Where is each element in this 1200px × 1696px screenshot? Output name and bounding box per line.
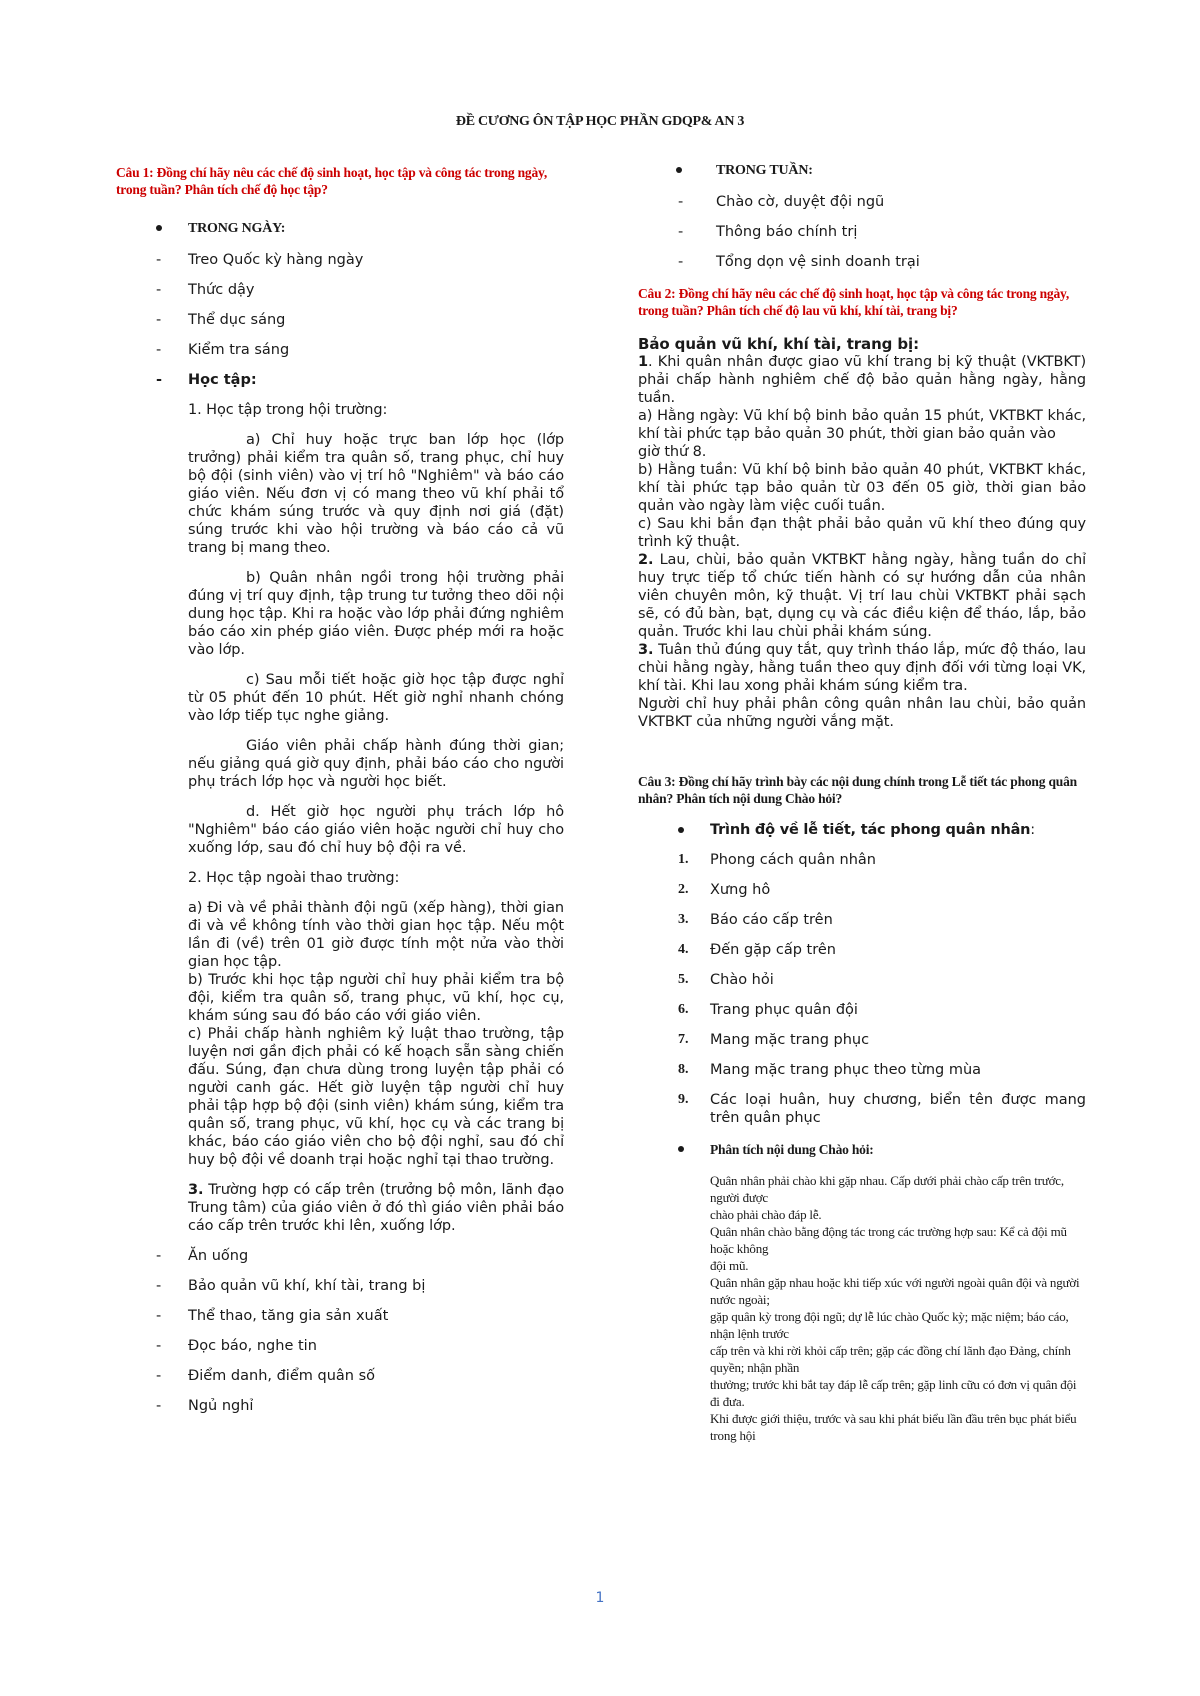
etiquette-item: 7. Mang mặc trang phục	[678, 1032, 870, 1048]
right-column	[638, 162, 1086, 1444]
greeting-line: chào phải chào đáp lễ.	[710, 1207, 822, 1222]
dash-icon: -	[156, 1398, 162, 1414]
weekly-item: - Tổng dọn vệ sinh doanh trại	[678, 254, 920, 270]
etiquette-item: 1. Phong cách quân nhân	[678, 852, 876, 868]
etiquette-item: 9. Các loại huân, huy chương, biển tên được mang trên quân phục	[678, 1092, 1086, 1126]
study-para-a: a) Chỉ huy hoặc trực ban lớp học (lớp trưởng) phải kiểm tra quân số, trang phục, chỉ huy bộ đội (sinh viên) vào vị trí hô "Nghiêm" và báo cáo giáo viên. Nếu đơn vị có mang theo vũ khí phải tổ chức khám súng trước và quy định nơi giá (đặt) súng trước khi vào hội trường và báo cáo cả vũ trang bị mang theo.	[188, 432, 564, 556]
greeting-line: Khi được giới thiệu, trước và sau khi phát biểu lần đầu trên bục phát biểu trong hội	[710, 1411, 1077, 1443]
bullet-icon	[678, 1146, 684, 1152]
etiquette-item: 3. Báo cáo cấp trên	[678, 912, 833, 928]
dash-icon: -	[156, 282, 162, 298]
greeting-body	[638, 1172, 1086, 1444]
dash-icon: -	[156, 372, 163, 388]
dash-icon: -	[156, 1338, 162, 1354]
preserve-para-1a-cont: giờ thứ 8.	[638, 444, 707, 460]
other-item: - Đọc báo, nghe tin	[156, 1338, 317, 1354]
preserve-para-1b: b) Hằng tuần: Vũ khí bộ binh bảo quản 40 phút, VKTBKT khác, khí tài phức tạp bảo quản từ 03 đến 05 giờ, thời gian bảo quản vào ngày làm việc cuối tuần.	[638, 462, 1086, 514]
preserve-para-2: 2. Lau, chùi, bảo quản VKTBKT hằng ngày, hằng tuần do chỉ huy trực tiếp tổ chức tiến hành có sự hướng dẫn của nhân viên chuyên môn, kỹ thuật. Vị trí lau chùi VKTBKT phải sạch sẽ, có đủ bàn, bạt, dụng cụ và các điều kiện để tháo, lắp, bảo quản. Trước khi lau chùi phải khám súng.	[638, 552, 1086, 640]
question-3: Câu 3: Đồng chí hãy trình bày các nội dung chính trong Lễ tiết tác phong quân nhân? Phân tích nội dung Chào hỏi?	[638, 774, 1077, 806]
greeting-line: Quân nhân chào bằng động tác trong các trường hợp sau: Kể cả đội mũ hoặc không	[710, 1224, 1067, 1256]
etiquette-item: 6. Trang phục quân đội	[678, 1002, 858, 1018]
out-para-c: c) Phải chấp hành nghiêm kỷ luật thao trường, tập luyện nơi gần địch phải có kế hoạch sẵn sàng chiến đấu. Súng, đạn chưa dùng trong luyện tập phải có người canh gác. Hết giờ luyện tập người chỉ huy phải tập hợp bộ đội (sinh viên) khám súng, kiểm tra quân số, trang phục, vũ khí, học cụ và các trang bị khác, báo cáo giáo viên cho bộ đội nghỉ, sau đó chỉ huy bộ đội về doanh trại hoặc nghỉ tại thao trường.	[188, 1026, 564, 1168]
study-item-3: 3. Trường hợp có cấp trên (trưởng bộ môn, lãnh đạo Trung tâm) của giáo viên ở đó thì giáo viên phải báo cáo cấp trên trước khi lên, xuống lớp.	[188, 1182, 564, 1234]
daily-item: - Treo Quốc kỳ hàng ngày	[156, 252, 364, 268]
left-column	[116, 164, 564, 1415]
question-2: Câu 2: Đồng chí hãy nêu các chế độ sinh hoạt, học tập và công tác trong ngày, trong tuần? Phân tích chế độ lau vũ khí, khí tài, trang bị?	[638, 286, 1070, 318]
study-para-b: b) Quân nhân ngồi trong hội trường phải đúng vị trí quy định, tập trung tư tưởng theo dõi nội dung học tập. Khi ra hoặc vào lớp phải đứng nghiêm báo cáo xin phép giáo viên. Được phép mới ra hoặc vào lớp.	[188, 570, 564, 658]
greeting-line: gặp quân kỳ trong đội ngũ; dự lễ lúc chào Quốc kỳ; mặc niệm; báo cáo, nhận lệnh trước	[710, 1309, 1069, 1341]
preserve-para-1a: a) Hằng ngày: Vũ khí bộ binh bảo quản 15 phút, VKTBKT khác, khí tài phức tạp bảo quản 30 phút, thời gian bảo quản vào	[638, 408, 1086, 442]
study-heading: - Học tập:	[156, 372, 257, 388]
daily-heading: TRONG NGÀY:	[116, 220, 564, 237]
dash-icon: -	[156, 342, 162, 358]
dash-icon: -	[678, 254, 684, 270]
dash-icon: -	[678, 194, 684, 210]
dash-icon: -	[678, 224, 684, 240]
page-number: 1	[595, 1590, 605, 1606]
preserve-heading: Bảo quản vũ khí, khí tài, trang bị:	[638, 335, 919, 353]
preserve-para-1: 1. Khi quân nhân được giao vũ khí trang bị kỹ thuật (VKTBKT) phải chấp hành nghiêm chế độ bảo quản hằng ngày, hằng tuần.	[638, 354, 1086, 406]
other-item: - Ăn uống	[156, 1248, 249, 1264]
out-para-b: b) Trước khi học tập người chỉ huy phải kiểm tra bộ đội, kiểm tra quân số, trang phục, vũ khí, học cụ, khám súng sau đó báo cáo với giáo viên.	[188, 972, 564, 1024]
study-in-title: 1. Học tập trong hội trường:	[188, 402, 388, 418]
greeting-line: Quân nhân phải chào khi gặp nhau. Cấp dưới phải chào cấp trên trước, người được	[710, 1173, 1064, 1205]
greeting-line: Quân nhân gặp nhau hoặc khi tiếp xúc với người ngoài quân đội và người nước ngoài;	[710, 1275, 1080, 1307]
other-item: - Thể thao, tăng gia sản xuất	[156, 1308, 389, 1324]
greeting-heading: Phân tích nội dung Chào hỏi:	[638, 1141, 1086, 1158]
daily-item: - Kiểm tra sáng	[156, 342, 290, 358]
etiquette-heading: Trình độ về lễ tiết, tác phong quân nhân:	[638, 821, 1086, 839]
etiquette-item: 5. Chào hỏi	[678, 972, 774, 988]
greeting-line: thưởng; trước khi bắt tay đáp lễ cấp trên; gặp linh cữu có đơn vị quân đội đi đưa.	[710, 1377, 1077, 1409]
study-para-d: d. Hết giờ học người phụ trách lớp hô "Nghiêm" báo cáo giáo viên hoặc người chỉ huy cho xuống lớp, sau đó chỉ huy bộ đội ra về.	[188, 804, 564, 856]
bullet-icon	[678, 827, 684, 833]
daily-item: - Thức dậy	[156, 282, 255, 298]
etiquette-item: 8. Mang mặc trang phục theo từng mùa	[678, 1062, 982, 1078]
weekly-heading: TRONG TUẦN:	[638, 162, 1086, 179]
study-para-c: c) Sau mỗi tiết hoặc giờ học tập được nghỉ từ 05 phút đến 10 phút. Hết giờ nghỉ nhanh chóng vào lớp tiếp tục nghe giảng.	[188, 672, 564, 724]
other-item: - Bảo quản vũ khí, khí tài, trang bị	[156, 1278, 426, 1294]
question-1: Câu 1: Đồng chí hãy nêu các chế độ sinh hoạt, học tập và công tác trong ngày, trong tuần? Phân tích chế độ học tập?	[116, 165, 548, 197]
dash-icon: -	[156, 312, 162, 328]
etiquette-item: 4. Đến gặp cấp trên	[678, 942, 836, 958]
study-para-teacher: Giáo viên phải chấp hành đúng thời gian; nếu giảng quá giờ quy định, phải báo cáo cho người phụ trách lớp học và người học biết.	[188, 738, 564, 790]
other-item: - Điểm danh, điểm quân số	[156, 1368, 375, 1384]
greeting-line: đội mũ.	[710, 1258, 749, 1273]
dash-icon: -	[156, 1248, 162, 1264]
greeting-line: cấp trên và khi rời khỏi cấp trên; gặp các đồng chí lãnh đạo Đảng, chính quyền; nhận phần	[710, 1343, 1071, 1375]
weekly-item: - Chào cờ, duyệt đội ngũ	[678, 194, 885, 210]
other-item: - Ngủ nghỉ	[156, 1398, 254, 1414]
preserve-para-3: 3. Tuân thủ đúng quy tắt, quy trình tháo lắp, mức độ tháo, lau chùi hằng ngày, hằng tuần theo quy định đối với từng loại VK, khí tài. Khi lau xong phải khám súng kiểm tra.	[638, 642, 1086, 694]
preserve-para-1c: c) Sau khi bắn đạn thật phải bảo quản vũ khí theo đúng quy trình kỹ thuật.	[638, 516, 1086, 550]
etiquette-item: 2. Xưng hô	[678, 882, 771, 898]
out-para-a: a) Đi và về phải thành đội ngũ (xếp hàng), thời gian đi và về không tính vào thời gian học tập. Nếu một lần đi (về) trên 01 giờ được tính một nửa vào thời gian học tập.	[188, 900, 564, 970]
study-out-title: 2. Học tập ngoài thao trường:	[188, 870, 400, 886]
weekly-item: - Thông báo chính trị	[678, 224, 858, 240]
dash-icon: -	[156, 1368, 162, 1384]
bullet-icon	[156, 225, 162, 231]
document-title: ĐỀ CƯƠNG ÔN TẬP HỌC PHẦN GDQP& AN 3	[455, 114, 745, 129]
dash-icon: -	[156, 252, 162, 268]
dash-icon: -	[156, 1278, 162, 1294]
dash-icon: -	[156, 1308, 162, 1324]
bullet-icon	[676, 167, 682, 173]
daily-item: - Thể dục sáng	[156, 312, 286, 328]
preserve-para-4: Người chỉ huy phải phân công quân nhân lau chùi, bảo quản VKTBKT của những người vắng mặt.	[638, 696, 1086, 730]
